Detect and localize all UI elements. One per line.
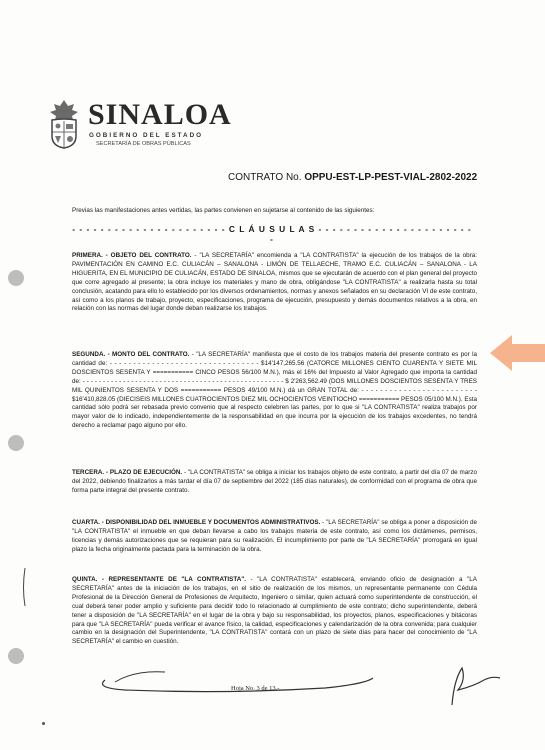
brand-name: SINALOA	[88, 98, 232, 131]
page-number: Hoja No. 3 de 13.-	[231, 685, 280, 692]
clause-text: - "LA SECRETARÍA" se obliga a poner a disposición de "LA CONTRATISTA" el inmueble en que deban llevarse a cabo los trabajos materia de este contrato, así como los dictámenes, permisos, licencias y demás autorizaciones que se requieran para su realización. El incumplimiento por parte de "LA SECRETARÍA" prorrogará en igual plazo la fecha originalmente pactada para la terminación de la obra.	[72, 519, 477, 553]
clause-heading: CUARTA. - DISPONIBILIDAD DEL INMUEBLE Y DOCUMENTOS ADMINISTRATIVOS.	[72, 519, 321, 526]
government-label: GOBIERNO DEL ESTADO	[89, 132, 204, 139]
clausulas-title: - - - - - - - - - - - - - - - - - - - - - - C L Á U S U L A S - - - - - - - - - - - - - - - - - - - - - - -	[72, 224, 472, 244]
margin-mark	[20, 568, 30, 608]
clause-heading: SEGUNDA. - MONTO DEL CONTRATO.	[72, 351, 190, 358]
sinaloa-logo	[44, 98, 232, 158]
signature-stroke	[75, 650, 375, 710]
clause-text: - "LA CONTRATISTA" se obliga a iniciar los trabajos objeto de este contrato, a partir del día 07 de marzo del 2022, debiendo finalizarlos a más tardar el día 07 de septiembre del 2022 (185 días naturales), de conformidad con el programa de obra que forma parte integral del presente contrato.	[72, 469, 477, 494]
clause-cuarta	[72, 519, 477, 555]
speck	[42, 722, 45, 725]
clause-text: - "LA CONTRATISTA" establecerá, enviando oficio de designación a "LA SECRETARÍA" antes de la iniciación de los trabajos, en el sitio de realización de los mismos, un representante permanente con Cédula Profesional de la Dirección General de Profesiones de Arquitecto, Ingeniero o similar, quien actuará como superintendente de construcción, el cual deberá tener poder amplio y suficiente para decidir todo lo relacionado al cumplimiento de este contrato; dicho superintendente, deberá tener a disposición de "LA SECRETARÍA" en el lugar de la obra y bajo su responsabilidad, los proyectos, planos, especificaciones y bitácoras para que "LA SECRETARÍA" pueda verificar el avance físico, la calidad, especificaciones y calendarización de la obra convenida; para cualquier cambio en la designación del Superintendente, "LA CONTRATISTA" contará con un plazo de siete días para hacer del conocimiento de "LA SECRETARÍA" el cambio en cuestión.	[72, 576, 477, 646]
punch-hole	[8, 270, 24, 286]
clause-quinta	[72, 576, 477, 647]
state-seal-icon	[44, 98, 84, 150]
clause-heading: PRIMERA. - OBJETO DEL CONTRATO.	[72, 252, 192, 259]
punch-hole	[8, 648, 24, 664]
clause-heading: QUINTA. - REPRESENTANTE DE "LA CONTRATISTA".	[72, 576, 246, 583]
intro-paragraph: Previas las manifestaciones antes vertidas, las partes convienen en sujetarse al contenido de las siguientes:	[72, 207, 375, 214]
clause-segunda	[72, 351, 477, 431]
contract-prefix: CONTRATO No.	[228, 172, 302, 183]
contract-id: OPPU-EST-LP-PEST-VIAL-2802-2022	[304, 172, 478, 183]
signature-mark	[444, 660, 504, 710]
clause-tercera	[72, 469, 477, 496]
clause-text: - "LA SECRETARÍA" encomienda a "LA CONTRATISTA" la ejecución de los trabajos de la obra: PAVIMENTACIÓN EN CAMINO E.C. CULIACÁN – SANALONA - LIMÓN DE TELLAECHE, TRAMO E.C. CULIACÁN – SANALONA - LA HIGUERITA, EN EL MUNICIPIO DE CULIACÁN, ESTADO DE SINALOA, mismos que se ejecutarán de acuerdo con el plan general del proyecto que corre agregado al presente; la obra incluye los materiales y mano de obra, obligándose "LA CONTRATISTA" a realizarla hasta su total conclusión, acatando para ello lo establecido por los diversos ordenamientos, normas y anexos señalados en su declaración VI de este contrato, así como a los planos de trabajo, proyecto, especificaciones, programa de ejecución, presupuesto y demás documentos relativos a la obra, en relación con las normas del lugar donde deban realizarse los trabajos.	[72, 252, 477, 313]
clause-text: - "LA SECRETARÍA" manifiesta que el costo de los trabajos materia del presente contrato es por la cantidad de: - - - - - - - - - - - - - - - - - - - - - - - - - - - - - - - - $14'147,265.56 (CATORCE MILLONES CIENTO CUARENTA Y SIETE MIL DOSCIENTOS SESENTA Y =========== CINCO PESOS 56/100 M.N.), más el 16% del Impuesto al Valor Agregado que importa la cantidad de: - - - - - - - - - - - - - - - - - - - - - - - - - - - - - - - - - - - - - - - - - - - - - - - - - - $ 2'263,562.49 (DOS MILLONES DOSCIENTOS SESENTA Y TRES MIL QUINIENTOS SESENTA Y DOS =========== PESOS 49/100 M.N.) dá un GRAN TOTAL de: - - - - - - - - - - - - - - - - - - - - - - - - - $16'410,828.05 (DIECISEIS MILLONES CUATROCIENTOS DIEZ MIL OCHOCIENTOS VEINTIOCHO =========== PESOS 05/100 M.N.). Esta cantidad sólo podrá ser rebasada previo convenio que al respecto celebren las partes, por lo que si "LA CONTRATISTA" realiza trabajos por mayor valor de lo indicado, independientemente de la responsabilidad en que incurra por la ejecución de los trabajos excedentes, no tendrá derecho a reclamar pago alguno por ello.	[72, 351, 477, 430]
clause-heading: TERCERA. - PLAZO DE EJECUCIÓN.	[72, 469, 183, 476]
left-arrow-icon	[490, 333, 545, 373]
clause-primera	[72, 252, 477, 314]
contract-number	[228, 172, 477, 183]
punch-hole	[8, 435, 24, 451]
secretariat-label: SECRETARÍA DE OBRAS PÚBLICAS	[96, 141, 191, 147]
